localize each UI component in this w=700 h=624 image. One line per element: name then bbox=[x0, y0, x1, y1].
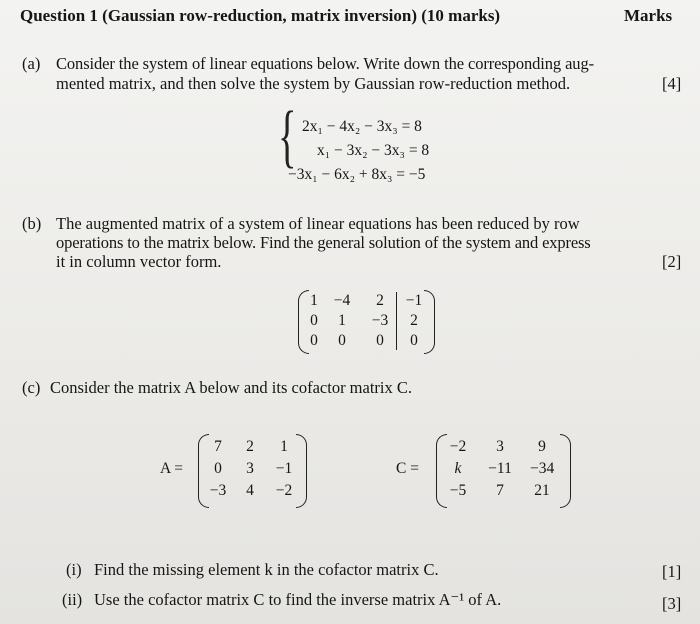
part-c-text: Consider the matrix A below and its cofactor matrix C. bbox=[50, 378, 413, 397]
a-cell: 3 bbox=[246, 460, 254, 477]
sub-i-label: (i) bbox=[66, 560, 82, 579]
part-a-label: (a) bbox=[22, 54, 41, 73]
sub-ii-marks: [3] bbox=[662, 594, 682, 613]
sub-ii-text: Use the cofactor matrix C to find the inverse matrix A⁻¹ of A. bbox=[94, 590, 502, 609]
c-cell: 7 bbox=[496, 482, 504, 499]
a-cell: 1 bbox=[280, 438, 288, 455]
sub-i-text: Find the missing element k in the cofactor matrix C. bbox=[94, 560, 439, 579]
c-cell: −11 bbox=[488, 460, 512, 477]
c-cell: −2 bbox=[449, 438, 467, 455]
equation-1: 2x₁ − 4x₂ − 3x₃ = 8 bbox=[302, 118, 422, 135]
part-b-marks: [2] bbox=[662, 252, 682, 271]
a-cell: −1 bbox=[275, 460, 293, 477]
part-b-label: (b) bbox=[22, 214, 42, 233]
aug-cell: 1 bbox=[338, 312, 346, 329]
c-cell: 9 bbox=[538, 438, 546, 455]
c-cell: 3 bbox=[496, 438, 504, 455]
matrix-c-right-paren bbox=[560, 434, 571, 508]
aug-cell: 0 bbox=[376, 332, 384, 349]
matrix-a-label: A = bbox=[160, 460, 183, 477]
part-b-text-line1: The augmented matrix of a system of linear equations has been reduced by row bbox=[56, 214, 580, 233]
aug-cell: 0 bbox=[410, 332, 418, 349]
c-cell: 21 bbox=[534, 482, 550, 499]
a-cell: −3 bbox=[209, 482, 227, 499]
a-cell: 4 bbox=[246, 482, 254, 499]
c-cell: −5 bbox=[449, 482, 467, 499]
sub-ii-label: (ii) bbox=[62, 590, 83, 609]
aug-cell: −1 bbox=[405, 292, 423, 309]
question-title: Question 1 (Gaussian row-reduction, matrix inversion) (10 marks) bbox=[20, 6, 501, 25]
sub-i-marks: [1] bbox=[662, 562, 682, 581]
aug-cell: −3 bbox=[371, 312, 389, 329]
augmented-divider bbox=[396, 292, 397, 350]
part-a-text-line2: mented matrix, and then solve the system by Gaussian row-reduction method. bbox=[56, 74, 571, 93]
matrix-c-label: C = bbox=[396, 460, 419, 477]
a-cell: 0 bbox=[214, 460, 222, 477]
part-b-text-line2: operations to the matrix below. Find the general solution of the system and express bbox=[56, 233, 591, 252]
part-c-label: (c) bbox=[22, 378, 41, 397]
a-cell: 2 bbox=[246, 438, 254, 455]
a-cell: 7 bbox=[214, 438, 222, 455]
a-cell: −2 bbox=[275, 482, 293, 499]
aug-cell: 1 bbox=[310, 292, 318, 309]
matrix-a-right-paren bbox=[296, 434, 307, 508]
equation-2: x₁ − 3x₂ − 3x₃ = 8 bbox=[317, 142, 430, 159]
left-brace: { bbox=[278, 98, 297, 175]
c-cell: −34 bbox=[530, 460, 555, 477]
aug-cell: −4 bbox=[333, 292, 351, 309]
aug-cell: 0 bbox=[310, 332, 318, 349]
part-a-text-line1: Consider the system of linear equations below. Write down the corresponding aug- bbox=[56, 54, 594, 73]
aug-cell: 2 bbox=[410, 312, 418, 329]
part-a-marks: [4] bbox=[662, 74, 682, 93]
part-b-text-line3: it in column vector form. bbox=[56, 252, 222, 271]
marks-column-header: Marks bbox=[624, 6, 673, 25]
c-cell: k bbox=[454, 460, 462, 477]
aug-cell: 2 bbox=[376, 292, 384, 309]
equation-3: −3x₁ − 6x₂ + 8x₃ = −5 bbox=[288, 166, 426, 183]
aug-cell: 0 bbox=[338, 332, 346, 349]
aug-cell: 0 bbox=[310, 312, 318, 329]
